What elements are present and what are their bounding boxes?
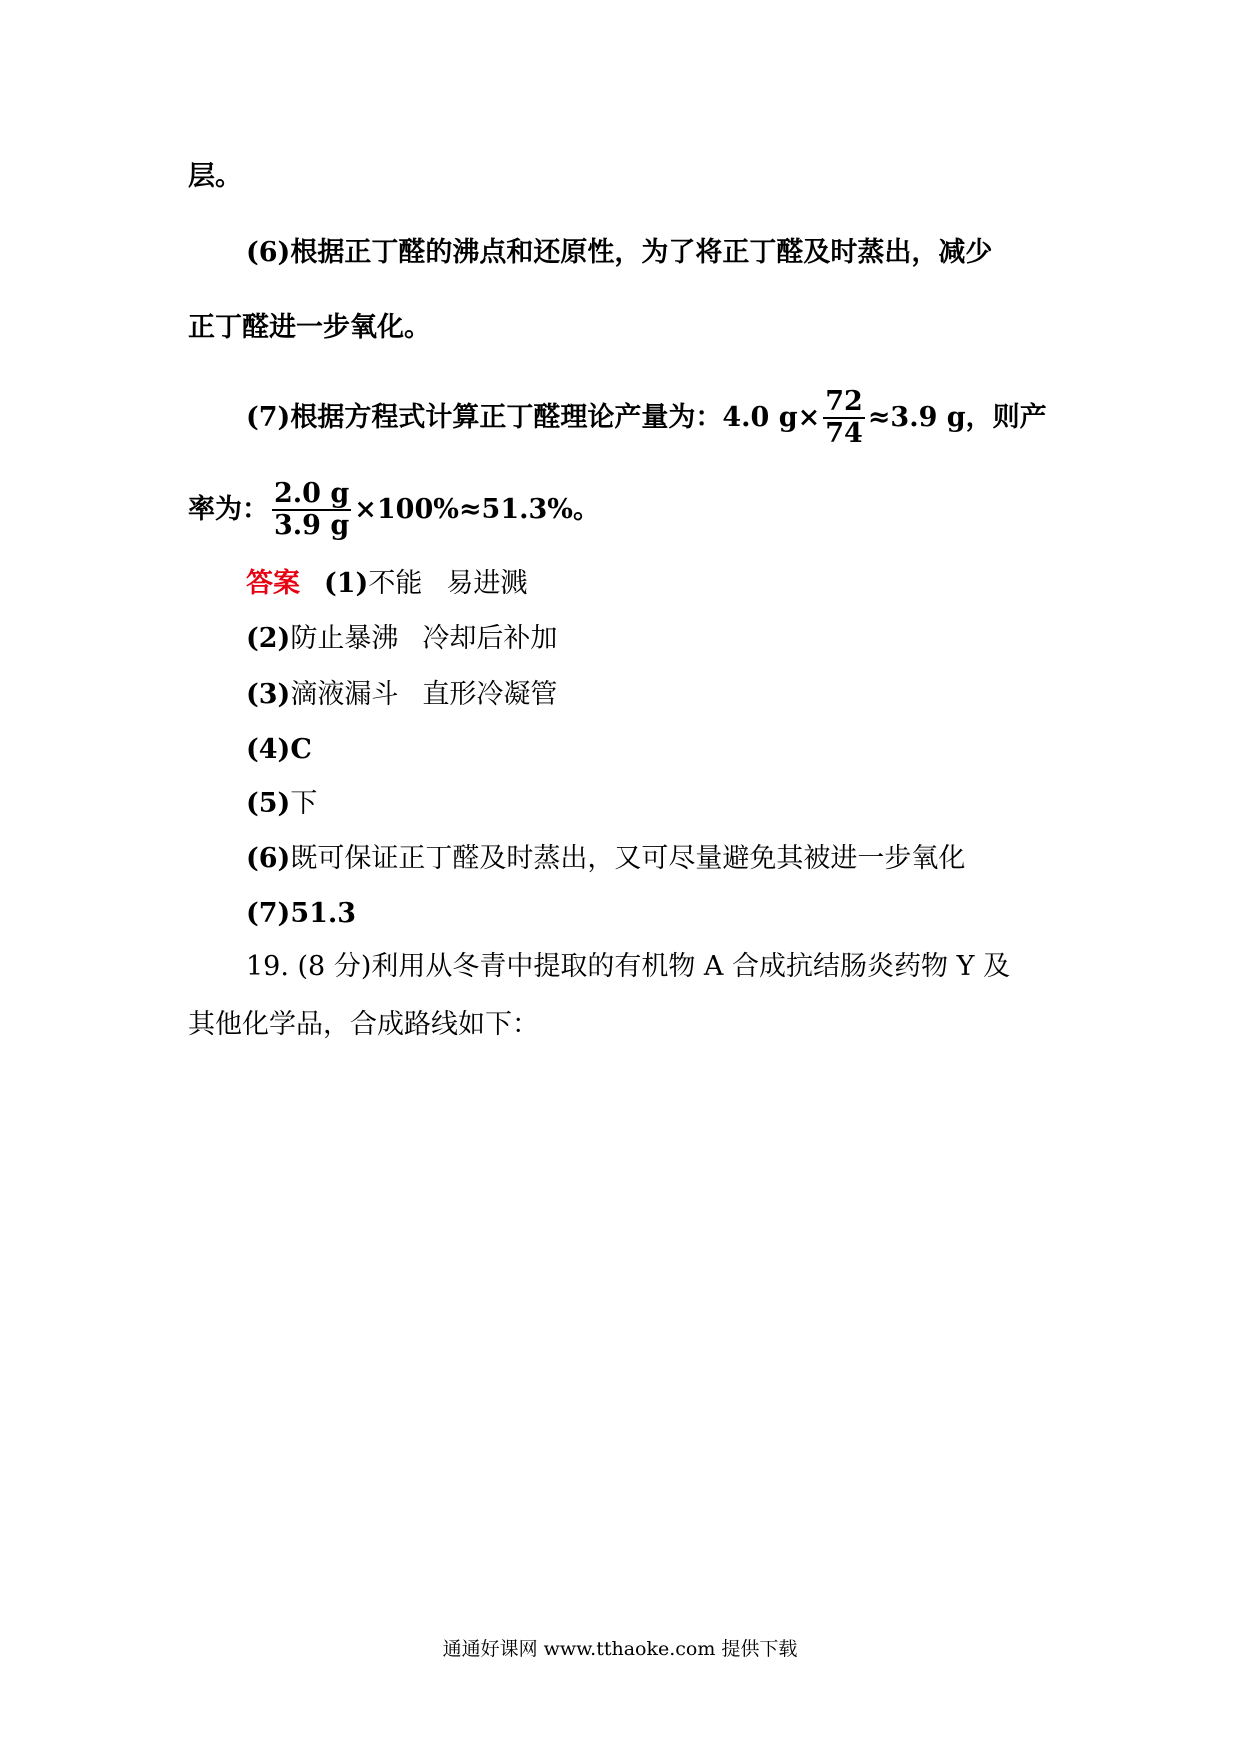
answer-line-5 xyxy=(246,787,317,821)
answer-line-7: (7)51.3 xyxy=(246,898,357,929)
answer-5-number: (5) xyxy=(246,788,291,819)
answer-3-part2: 直形冷凝管 xyxy=(422,679,558,710)
answer-line-4: (4)C xyxy=(246,734,312,765)
answer-3-number: (3) xyxy=(246,679,291,710)
fraction-numerator: 72 xyxy=(823,388,865,419)
answer-2-number: (2) xyxy=(246,623,291,654)
answer-1-part1: 不能 xyxy=(368,568,423,599)
answer-1-part2: 易进溅 xyxy=(446,568,528,599)
p7-rate-value: ×100%≈51.3%。 xyxy=(354,493,600,525)
question-19-line2: 其他化学品，合成路线如下： xyxy=(188,1009,539,1040)
explanation-p6-line2: 正丁醛进一步氧化。 xyxy=(188,312,431,343)
p7-text-a: (7)根据方程式计算正丁醛理论产量为：4.0 g× xyxy=(246,401,821,433)
explanation-p7-line1 xyxy=(246,388,1047,449)
fraction-72-74 xyxy=(823,388,865,449)
fraction-yield xyxy=(272,480,351,541)
answer-line-2 xyxy=(246,622,557,656)
explanation-p5-tail: 层。 xyxy=(188,161,242,192)
explanation-p7-line2 xyxy=(188,480,600,541)
answer-1-number: (1) xyxy=(324,568,369,599)
fraction-denominator: 3.9 g xyxy=(274,510,350,542)
explanation-p6-line1: (6)根据正丁醛的沸点和还原性，为了将正丁醛及时蒸出，减少 xyxy=(246,237,993,268)
p7-rate-label: 率为： xyxy=(188,493,269,525)
answer-6-text: 既可保证正丁醛及时蒸出，又可尽量避免其被进一步氧化 xyxy=(290,843,966,874)
p7-text-b: ≈3.9 g，则产 xyxy=(867,401,1047,433)
answer-line-3 xyxy=(246,678,557,712)
answer-line-6 xyxy=(246,842,965,876)
fraction-denominator: 74 xyxy=(825,418,863,450)
answer-2-part2: 冷却后补加 xyxy=(422,623,558,654)
question-19-line1: 19. (8 分)利用从冬青中提取的有机物 A 合成抗结肠炎药物 Y 及 xyxy=(246,951,1011,982)
answer-5-text: 下 xyxy=(290,788,318,819)
answer-6-number: (6) xyxy=(246,843,291,874)
answer-2-part1: 防止暴沸 xyxy=(290,623,399,654)
answer-label: 答案 xyxy=(246,568,300,599)
fraction-numerator: 2.0 g xyxy=(272,480,351,511)
footer-source: 通通好课网 www.tthaoke.com 提供下载 xyxy=(442,1638,798,1660)
answer-3-part1: 滴液漏斗 xyxy=(290,679,399,710)
answer-line-1 xyxy=(246,567,527,601)
